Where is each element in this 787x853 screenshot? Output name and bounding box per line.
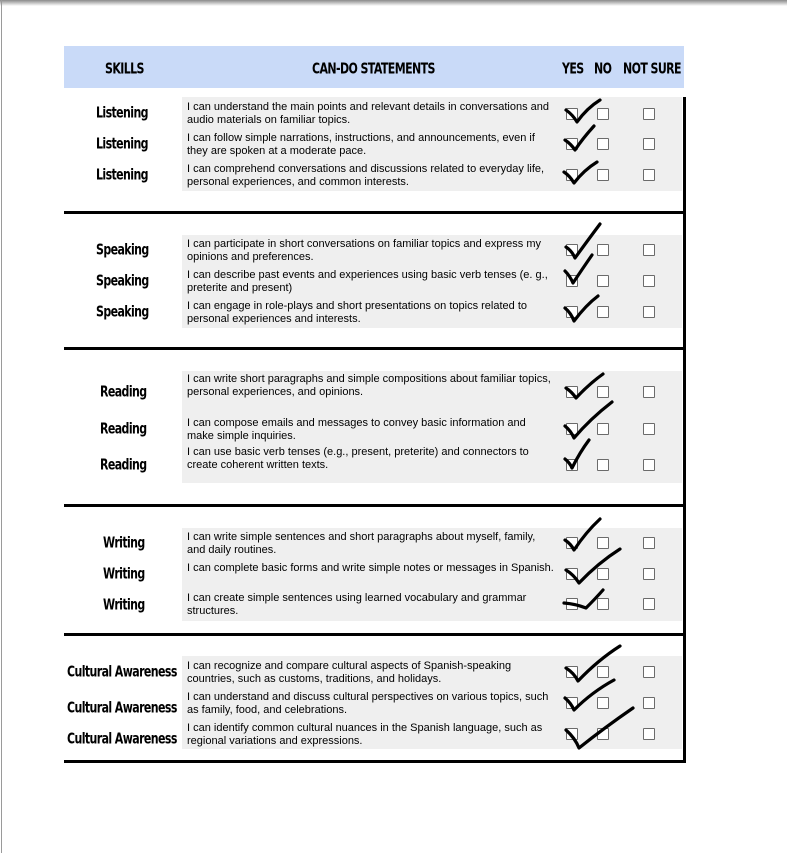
checkmark bbox=[565, 680, 614, 710]
skill-label: Listening bbox=[96, 135, 148, 153]
skill-label: Speaking bbox=[96, 303, 149, 321]
checkmark bbox=[565, 440, 589, 468]
skill-label: Writing bbox=[103, 596, 145, 614]
checkmark bbox=[565, 519, 600, 550]
skill-label: Speaking bbox=[96, 241, 149, 259]
checkmark bbox=[566, 708, 633, 748]
checkmark bbox=[564, 590, 603, 608]
skill-label: Speaking bbox=[96, 272, 149, 290]
statement-text: I can complete basic forms and write simple notes or messages in Spanish. bbox=[187, 562, 554, 574]
checkmark bbox=[566, 224, 600, 258]
header-no: NO bbox=[594, 60, 612, 78]
header-can-do-statements: CAN-DO STATEMENTS bbox=[312, 60, 435, 78]
statement-text: I can identify common cultural nuances in the Spanish language, such as regional variations and expressions. bbox=[187, 722, 543, 747]
header-yes: YES bbox=[562, 60, 584, 78]
skill-label: Reading bbox=[100, 420, 147, 438]
checkmark bbox=[565, 402, 612, 438]
header-skills: SKILLS bbox=[105, 60, 144, 78]
checkmark bbox=[566, 549, 620, 583]
skill-label: Reading bbox=[100, 383, 147, 401]
skill-label: Cultural Awareness bbox=[67, 730, 177, 748]
checkmark bbox=[566, 646, 620, 681]
statement-text: I can write simple sentences and short paragraphs about myself, family, and daily routines. bbox=[187, 531, 536, 556]
statement-text: I can use basic verb tenses (e.g., present, preterite) and connectors to create coherent written texts. bbox=[187, 446, 529, 471]
checkmark bbox=[565, 296, 598, 321]
skill-label: Listening bbox=[96, 166, 148, 184]
skill-label: Writing bbox=[103, 565, 145, 583]
checkmark bbox=[566, 100, 600, 122]
statement-text: I can describe past events and experiences using basic verb tenses (e. g., preterite and present) bbox=[187, 269, 548, 294]
skill-label: Cultural Awareness bbox=[67, 699, 177, 717]
checkmark bbox=[566, 374, 603, 398]
statement-text: I can understand the main points and relevant details in conversations and audio materials on familiar topics. bbox=[187, 101, 550, 126]
checkmark bbox=[565, 126, 594, 150]
statement-text: I can understand and discuss cultural perspectives on various topics, such as family, food, and celebrations. bbox=[187, 691, 549, 716]
skill-label: Cultural Awareness bbox=[67, 663, 177, 681]
statement-text: I can engage in role-plays and short presentations on topics related to personal experiences and interests. bbox=[187, 300, 527, 325]
checkmark bbox=[564, 162, 597, 183]
statement-text: I can comprehend conversations and discussions related to everyday life, personal experiences, and common interests. bbox=[187, 163, 545, 188]
statement-text: I can recognize and compare cultural aspects of Spanish-speaking countries, such as customs, traditions, and holidays. bbox=[187, 660, 512, 685]
skill-label: Reading bbox=[100, 456, 147, 474]
statement-text: I can follow simple narrations, instructions, and announcements, even if they are spoken at a moderate pace. bbox=[187, 132, 535, 157]
statement-text: I can write short paragraphs and simple compositions about familiar topics, personal experiences, and opinions. bbox=[187, 373, 551, 398]
statement-text: I can create simple sentences using learned vocabulary and grammar structures. bbox=[187, 592, 527, 617]
skill-label: Listening bbox=[96, 104, 148, 122]
header-not-sure: NOT SURE bbox=[623, 60, 681, 78]
checkmark bbox=[565, 255, 592, 283]
statement-text: I can compose emails and messages to convey basic information and make simple inquiries. bbox=[187, 417, 526, 442]
statement-text: I can participate in short conversations on familiar topics and express my opinions and preferences. bbox=[187, 238, 541, 263]
skill-label: Writing bbox=[103, 534, 145, 552]
